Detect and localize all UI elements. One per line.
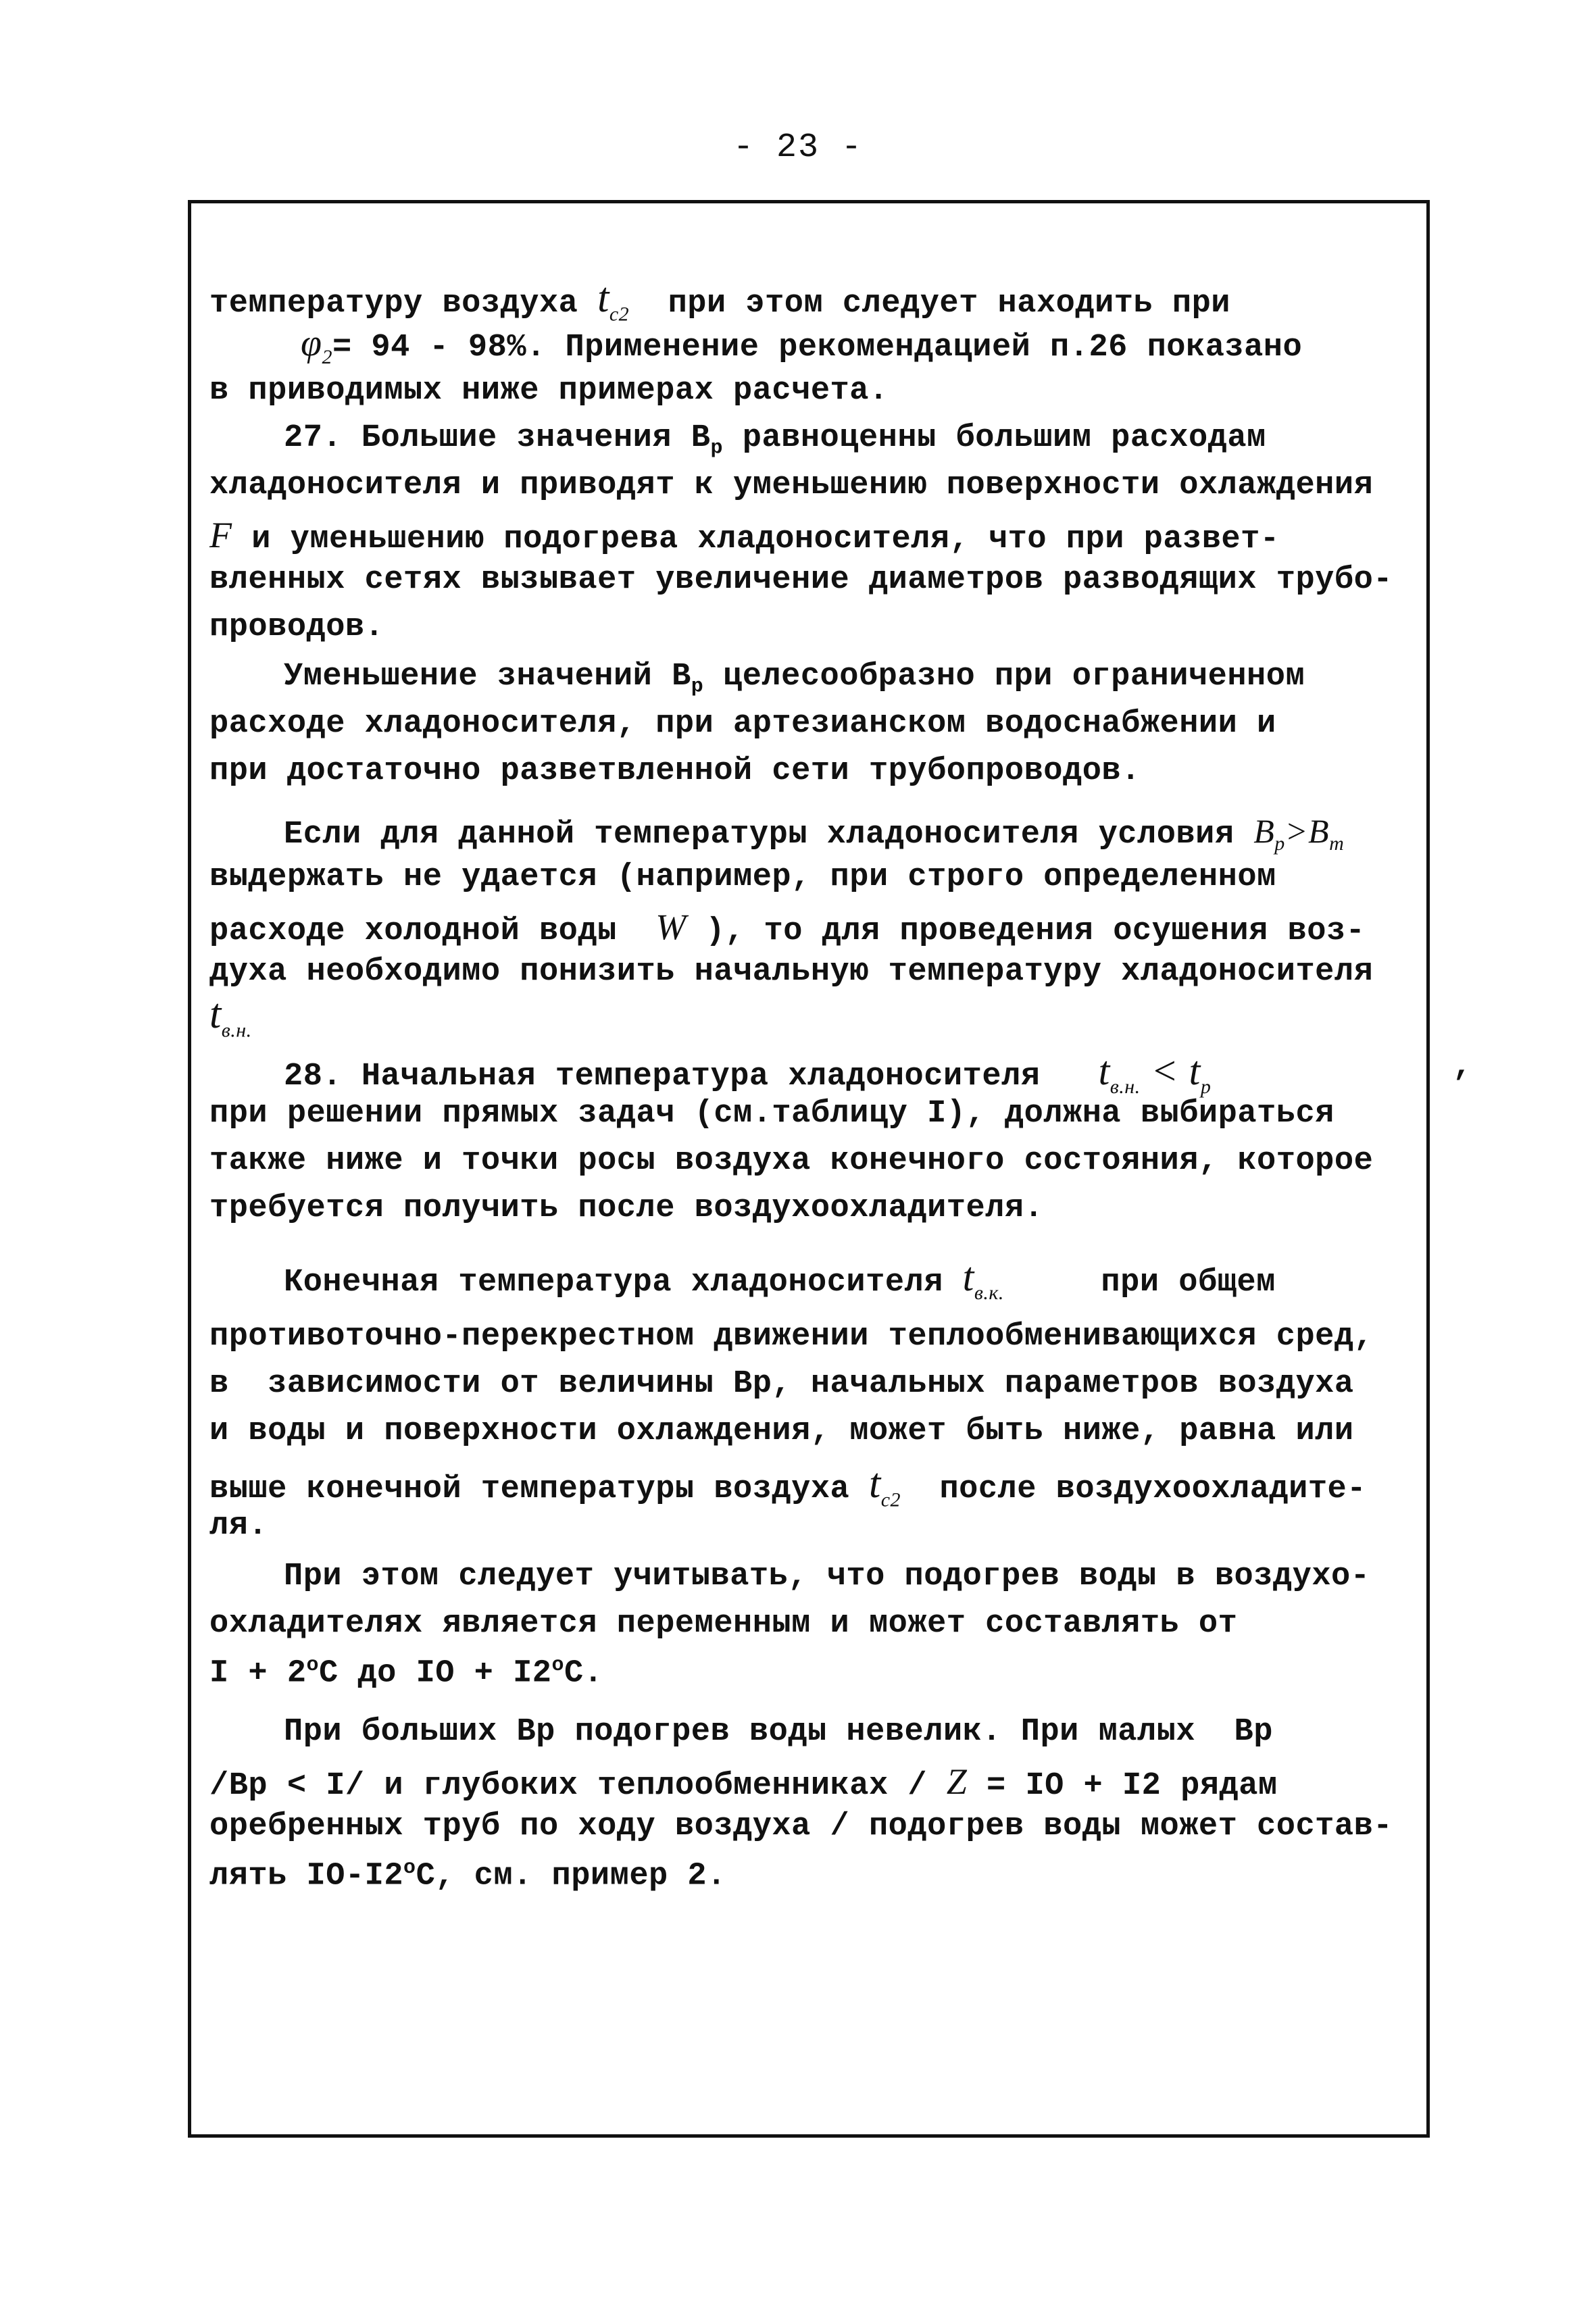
text-line: и воды и поверхности охлаждения, может быть ниже, равна или (209, 1413, 1354, 1449)
degree-sign: о (551, 1654, 565, 1677)
math-t-vn: $t_{в.н.}$ (209, 991, 252, 1042)
text-line: лять $IO-I2^оС$, см. пример 2. (209, 1857, 726, 1894)
text-line: духа необходимо понизить начальную температуру хладоносителя (209, 954, 1374, 990)
math-t-vn-lt-t-p: $t_{в.н.} < t_р$ (1098, 1049, 1212, 1098)
text-line: /Вр < I/ и глубоких теплообменниках / Z = IO + I2 рядам (209, 1761, 1278, 1804)
subscript-p: р (691, 675, 704, 699)
text-line: При этом следует учитывать, что подогрев воды в воздухо- (284, 1559, 1370, 1594)
math-Z: Z (946, 1761, 968, 1802)
text-line: 28. Начальная температура хладоносителя $t_{в.н.} < t_р$ , (284, 1049, 1472, 1098)
text-line: требуется получить после воздухоохладителя. (209, 1190, 1044, 1226)
text-line: выше конечной температуры воздуха $t_{c2}$ после воздухоохладите- (209, 1461, 1366, 1511)
degree-sign: о (403, 1857, 416, 1880)
text-line: проводов. (209, 609, 384, 645)
text-line: выдержать не удается (например, при строго определенном (209, 859, 1276, 895)
text-line: расходе хладоносителя, при артезианском водоснабжении и (209, 706, 1276, 742)
text-line: при решении прямых задач (см.таблицу I), должна выбираться (209, 1096, 1335, 1132)
text-line: 27. Большие значения $В_р$ равноценны большим расходам (284, 420, 1266, 460)
degree-sign: о (306, 1654, 320, 1677)
math-t-c2: $t_{c2}$ (597, 275, 630, 326)
text-line: температуру воздуха $t_{c2}$ при этом следует находить при (209, 275, 1230, 326)
text-line: При больших Вр подогрев воды невелик. При малых Вр (284, 1714, 1273, 1750)
page-number: - 23 - (732, 128, 864, 167)
text-line: расходе холодной воды W ), то для проведения осушения воз- (209, 907, 1366, 949)
text-line: вленных сетях вызывает увеличение диаметров разводящих трубо- (209, 562, 1393, 598)
text-line: хладоносителя и приводят к уменьшению поверхности охлаждения (209, 468, 1374, 503)
text-line: также ниже и точки росы воздуха конечного состояния, которое (209, 1143, 1374, 1179)
text-line: Конечная температура хладоносителя $t_{в.к.}$ при общем (284, 1255, 1276, 1304)
math-W: W (655, 907, 687, 947)
text-line: при достаточно разветвленной сети трубопроводов. (209, 753, 1141, 789)
text-line: $\varphi_2= 94 - 98\%$. Применение рекомендацией п.26 показано (301, 322, 1303, 369)
math-t-c2: $t_{c2}$ (868, 1461, 901, 1511)
subscript-p: р (710, 436, 724, 460)
math-bp-gt-bt: $B_р>B_т$ (1253, 812, 1345, 855)
text-line: противоточно-перекрестном движении теплообменивающихся сред, (209, 1319, 1374, 1355)
text-line: охладителях является переменным и может составлять от (209, 1606, 1238, 1642)
text-line: Если для данной температуры хладоносителя условия $B_р>B_т$ (284, 812, 1345, 855)
math-phi-2: $\varphi_2$ (301, 322, 332, 369)
math-F: F (209, 515, 232, 555)
text-line (209, 993, 252, 1040)
text-line: в приводимых ниже примерах расчета. (209, 373, 889, 409)
text-line: в зависимости от величины Вр, начальных параметров воздуха (209, 1366, 1354, 1402)
text-line: F и уменьшению подогрева хладоносителя, что при развет- (209, 515, 1280, 557)
text-line: оребренных труб по ходу воздуха / подогрев воды может состав- (209, 1809, 1393, 1844)
math-t-vk: $t_{в.к.}$ (962, 1255, 1004, 1304)
text-line: $I + 2^оС$ до IO + $I2^оС$. (209, 1654, 603, 1692)
text-line: Уменьшение значений $В_р$ целесообразно при ограниченном (284, 659, 1305, 699)
text-line: ля. (209, 1508, 268, 1544)
